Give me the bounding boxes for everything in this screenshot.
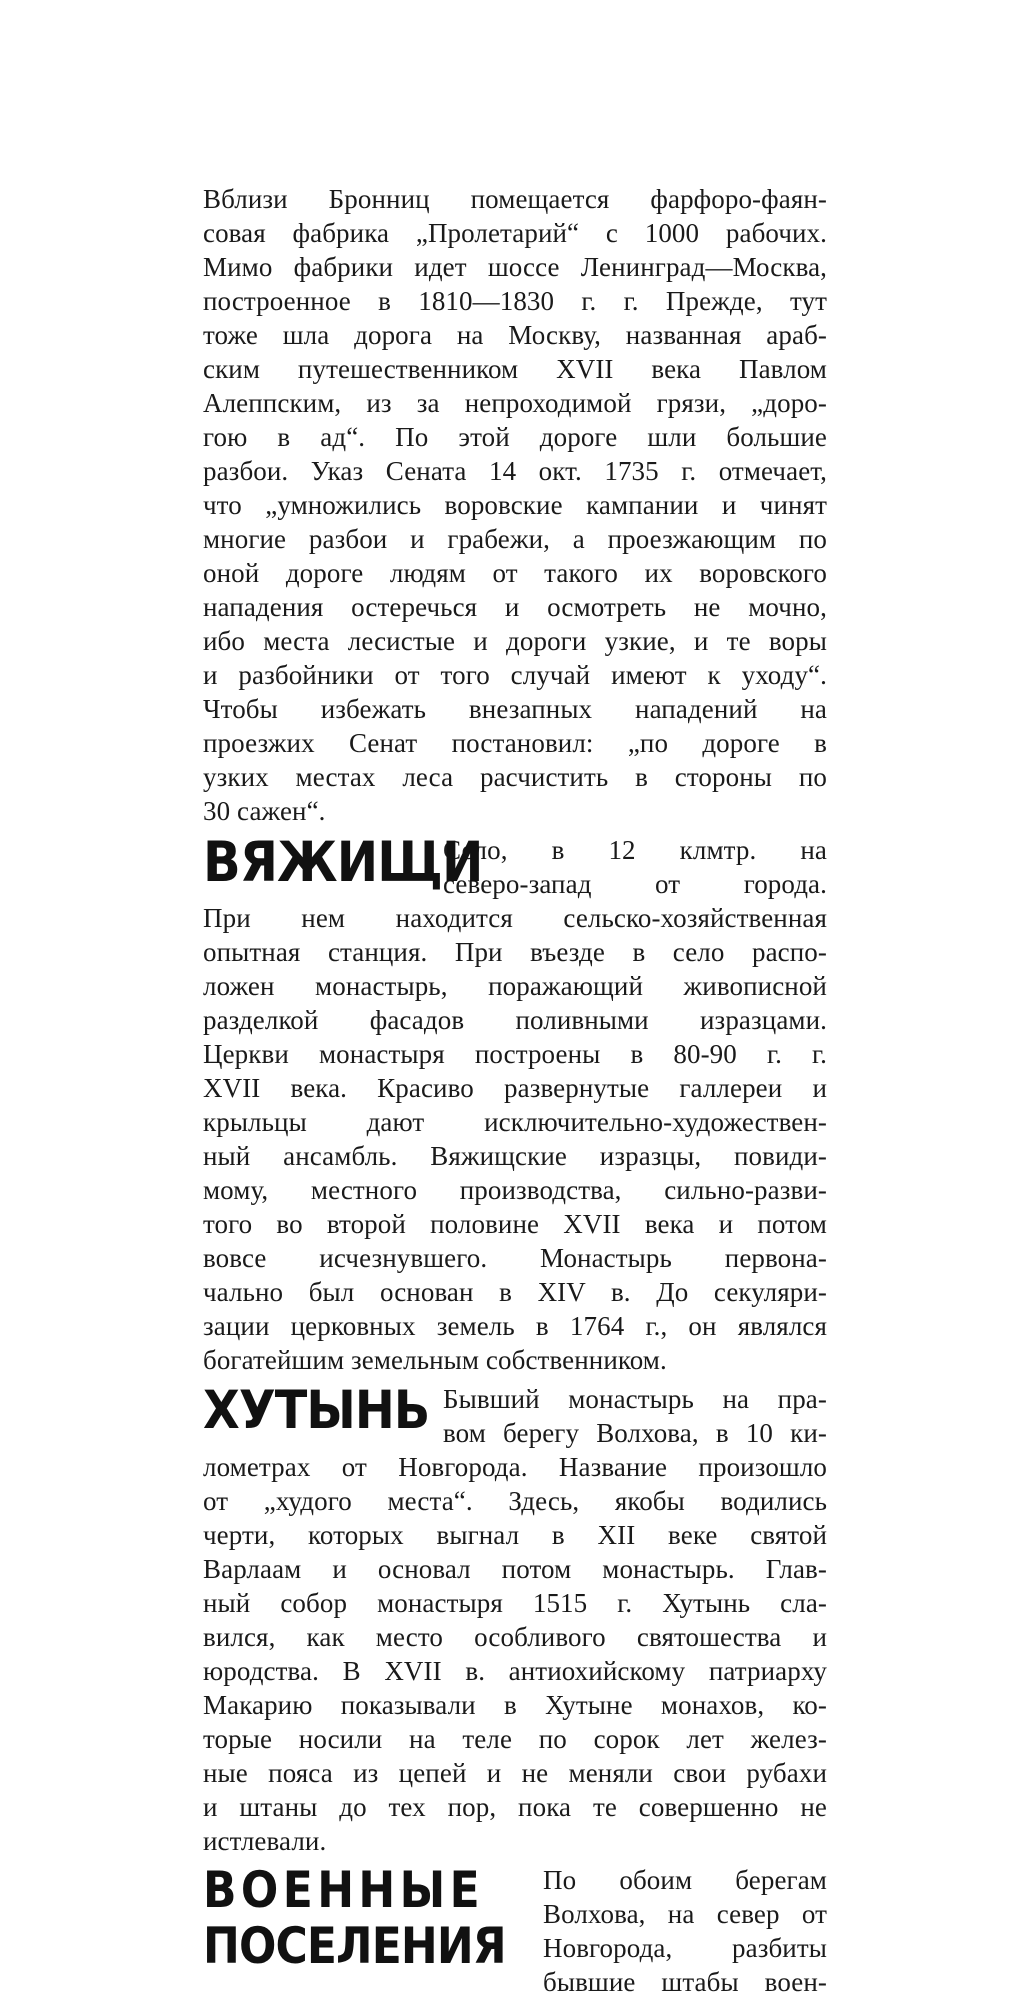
text-line: построенное в 1810—1830 г. г. Прежде, тут <box>203 286 827 316</box>
text-line: зации церковных земель в 1764 г., он являлся <box>203 1311 827 1341</box>
text-line: Новгорода, разбиты <box>543 1933 827 1963</box>
text-line: ные пояса из цепей и не меняли свои рубахи <box>203 1758 827 1788</box>
text-line: Церкви монастыря построены в 80-90 г. г. <box>203 1039 827 1069</box>
text-line: торые носили на теле по сорок лет желез- <box>203 1724 827 1754</box>
text-line: По обоим берегам <box>543 1865 827 1895</box>
entry-heading-line-2: ПОСЕЛЕНИЯ <box>203 1917 506 1975</box>
text-line: гою в ад“. По этой дороге шли большие <box>203 422 827 452</box>
text-line: ложен монастырь, поражающий живописной <box>203 971 827 1001</box>
entry-head-lines <box>543 1863 827 1999</box>
text-line: богатейшим земельным собственником. <box>203 1345 667 1375</box>
text-line: Макарию показывали в Хутыне монахов, ко- <box>203 1690 827 1720</box>
text-line: опытная станция. При въезде в село распо- <box>203 937 827 967</box>
text-line: вом берегу Волхова, в 10 ки- <box>443 1418 827 1448</box>
text-line: 30 сажен“. <box>203 796 326 826</box>
text-line: и штаны до тех пор, пока те совершенно не <box>203 1792 827 1822</box>
text-line: ибо места лесистые и дороги узкие, и те воры <box>203 626 827 656</box>
text-line: Варлаам и основал потом монастырь. Глав- <box>203 1554 827 1584</box>
text-line: Алеппским, из за непроходимой грязи, „доро- <box>203 388 827 418</box>
text-line: Чтобы избежать внезапных нападений на <box>203 694 827 724</box>
text-line: многие разбои и грабежи, а проезжающим по <box>203 524 827 554</box>
text-line: проезжих Сенат постановил: „по дороге в <box>203 728 827 758</box>
text-column <box>203 182 827 1999</box>
text-line: черти, которых выгнал в XII веке святой <box>203 1520 827 1550</box>
text-line: юродства. В XVII в. антиохийскому патриарху <box>203 1656 827 1686</box>
text-line: разделкой фасадов поливными изразцами. <box>203 1005 827 1035</box>
entry-head-lines <box>443 1382 827 1450</box>
entry-head-lines <box>443 833 827 901</box>
text-line: вовсе исчезнувшего. Монастырь первона- <box>203 1243 827 1273</box>
entry-vyazhishchi <box>203 830 827 1377</box>
text-line: чально был основан в XIV в. До секуляри- <box>203 1277 827 1307</box>
entry-voennye-poseleniya <box>203 1863 827 1999</box>
text-line: Бывший монастырь на пра- <box>443 1384 827 1414</box>
text-line: нападения остеречься и осмотреть не мочно, <box>203 592 827 622</box>
text-line: оной дороге людям от такого их воровского <box>203 558 827 588</box>
text-line: Волхова, на север от <box>543 1899 827 1929</box>
text-line: бывшие штабы воен- <box>543 1967 827 1997</box>
text-line: разбои. Указ Сената 14 окт. 1735 г. отмечает, <box>203 456 827 486</box>
text-line: истлевали. <box>203 1826 327 1856</box>
text-line: мому, местного производства, сильно-разви- <box>203 1175 827 1205</box>
text-line: лометрах от Новгорода. Название произошло <box>203 1452 827 1482</box>
text-line: того во второй половине XVII века и потом <box>203 1209 827 1239</box>
intro-paragraph <box>203 182 827 828</box>
text-line: крыльцы дают исключительно-художествен- <box>203 1107 827 1137</box>
entry-heading-block <box>203 1861 543 1975</box>
text-line: При нем находится сельско-хозяйственная <box>203 903 827 933</box>
entry-heading: ХУТЫНЬ <box>203 1380 430 1441</box>
text-line: от „худого места“. Здесь, якобы водились <box>203 1486 827 1516</box>
entry-body <box>203 901 827 1377</box>
text-line: северо-запад от города. <box>443 869 827 899</box>
text-line: вился, как место особливого святошества и <box>203 1622 827 1652</box>
text-line: Село, в 12 клмтр. на <box>443 835 827 865</box>
text-line: ный собор монастыря 1515 г. Хутынь сла- <box>203 1588 827 1618</box>
text-line: совая фабрика „Пролетарий“ с 1000 рабочих. <box>203 218 827 248</box>
text-line: ный ансамбль. Вяжищские изразцы, повиди- <box>203 1141 827 1171</box>
text-line: тоже шла дорога на Москву, названная араб- <box>203 320 827 350</box>
text-line: Вблизи Бронниц помещается фарфоро-фаян- <box>203 184 827 214</box>
entry-body <box>203 1450 827 1858</box>
entry-khutyn <box>203 1382 827 1858</box>
text-line: Мимо фабрики идет шоссе Ленинград—Москва, <box>203 252 827 282</box>
text-line: что „умножились воровские кампании и чинят <box>203 490 827 520</box>
text-line: ским путешественником XVII века Павлом <box>203 354 827 384</box>
entry-heading-line-1: ВОЕННЫЕ <box>203 1861 485 1919</box>
text-line: узких местах леса расчистить в стороны по <box>203 762 827 792</box>
entry-heading: ВЯЖИЩИ <box>203 830 483 894</box>
text-line: XVII века. Красиво развернутые галлереи и <box>203 1073 827 1103</box>
text-line: и разбойники от того случай имеют к уходу“. <box>203 660 827 690</box>
